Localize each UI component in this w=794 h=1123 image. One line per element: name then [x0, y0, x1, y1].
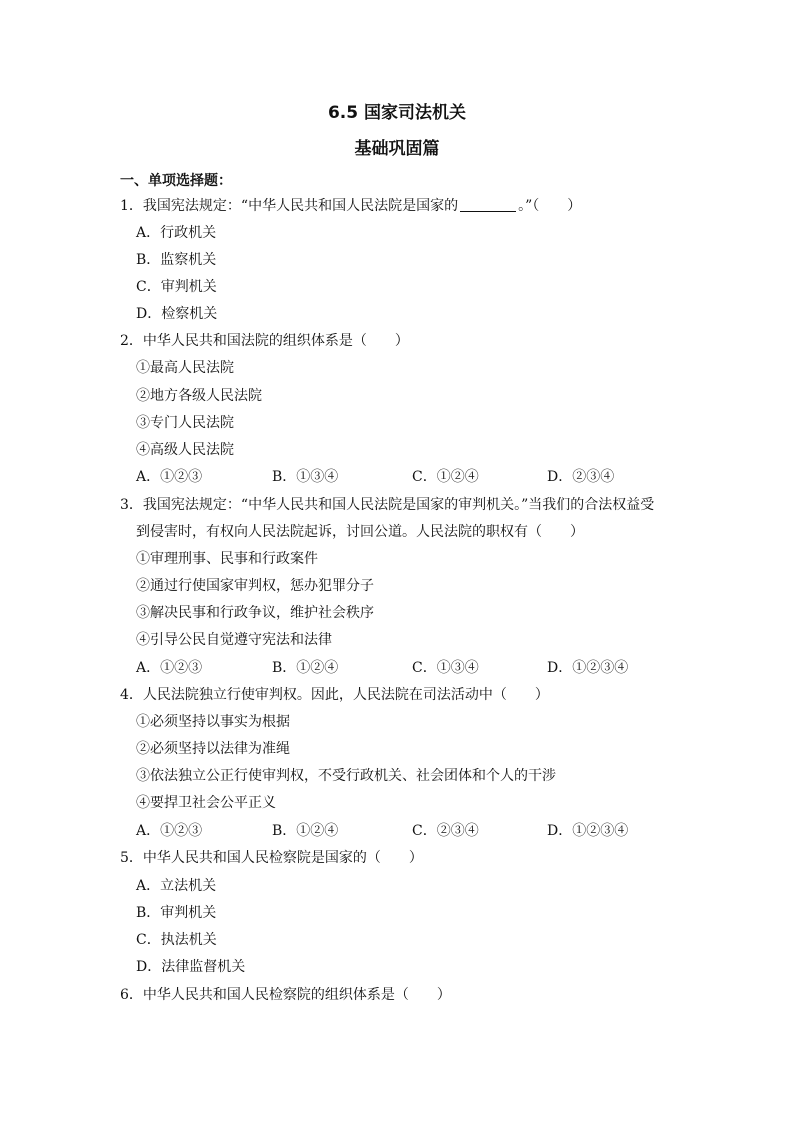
- question-4-item-1: ①必须坚持以事实为根据: [136, 714, 290, 730]
- question-5-option-d: D．法律监督机关: [136, 959, 246, 975]
- question-4-choices: [0, 821, 794, 841]
- section-heading: 一、单项选择题：: [120, 173, 232, 189]
- question-2-item-2: ②地方各级人民法院: [136, 388, 262, 404]
- question-5-stem: 5．中华人民共和国人民检察院是国家的（ ）: [120, 850, 423, 866]
- answer-blank: [460, 211, 516, 212]
- question-4-choice-c: C．②③④: [412, 823, 479, 839]
- question-2-stem: 2．中华人民共和国法院的组织体系是（ ）: [120, 333, 409, 349]
- question-6-stem: 6．中华人民共和国人民检察院的组织体系是（ ）: [120, 987, 451, 1003]
- question-3-choice-d: D．①②③④: [547, 660, 629, 676]
- question-1-stem: [120, 196, 581, 216]
- question-4-choice-d: D．①②③④: [547, 823, 629, 839]
- question-4-item-2: ②必须坚持以法律为准绳: [136, 741, 290, 757]
- question-1-option-b: B．监察机关: [136, 252, 217, 268]
- question-3-choice-c: C．①③④: [412, 660, 479, 676]
- question-1-option-d: D．检察机关: [136, 306, 218, 322]
- question-3-stem-line-1: 3．我国宪法规定：“中华人民共和国人民法院是国家的审判机关。”当我们的合法权益受: [120, 497, 655, 513]
- question-4-item-4: ④要捍卫社会公平正义: [136, 795, 276, 811]
- question-2-choices: [0, 467, 794, 487]
- question-3-item-1: ①审理刑事、民事和行政案件: [136, 551, 318, 567]
- question-2-item-1: ①最高人民法院: [136, 360, 234, 376]
- document-subtitle: 基础巩固篇: [354, 139, 440, 159]
- question-3-item-2: ②通过行使国家审判权，惩办犯罪分子: [136, 578, 374, 594]
- question-1-stem-after: 。”（ ）: [518, 198, 582, 214]
- question-2-choice-c: C．①②④: [412, 469, 479, 485]
- question-2-item-3: ③专门人民法院: [136, 415, 234, 431]
- question-1-stem-before: 1．我国宪法规定：“中华人民共和国人民法院是国家的: [120, 198, 459, 214]
- question-1-option-a: A．行政机关: [136, 225, 217, 241]
- document-title: 6.5 国家司法机关: [327, 103, 467, 123]
- question-3-choice-a: A．①②③: [136, 660, 203, 676]
- question-5-option-b: B．审判机关: [136, 905, 217, 921]
- question-2-choice-a: A．①②③: [136, 469, 203, 485]
- question-4-stem: 4．人民法院独立行使审判权。因此，人民法院在司法活动中（ ）: [120, 687, 549, 703]
- question-3-item-3: ③解决民事和行政争议，维护社会秩序: [136, 605, 374, 621]
- question-5-option-c: C．执法机关: [136, 932, 217, 948]
- question-5-option-a: A．立法机关: [136, 878, 217, 894]
- question-2-item-4: ④高级人民法院: [136, 442, 234, 458]
- question-2-choice-b: B．①③④: [272, 469, 339, 485]
- question-4-item-3: ③依法独立公正行使审判权，不受行政机关、社会团体和个人的干涉: [136, 768, 556, 784]
- question-4-choice-a: A．①②③: [136, 823, 203, 839]
- question-1-option-c: C．审判机关: [136, 279, 217, 295]
- question-4-choice-b: B．①②④: [272, 823, 339, 839]
- question-3-choice-b: B．①②④: [272, 660, 339, 676]
- question-2-choice-d: D．②③④: [547, 469, 615, 485]
- question-3-stem-line-2: 到侵害时，有权向人民法院起诉，讨回公道。人民法院的职权有（ ）: [136, 524, 584, 540]
- question-3-choices: [0, 658, 794, 678]
- question-3-item-4: ④引导公民自觉遵守宪法和法律: [136, 632, 332, 648]
